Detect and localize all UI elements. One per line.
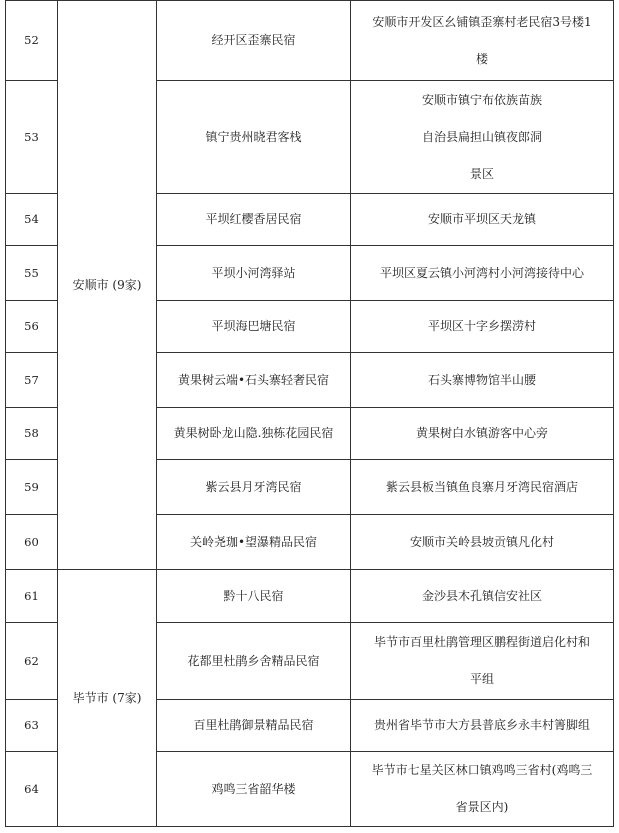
address-line: 平坝区夏云镇小河湾村小河湾接待中心	[379, 265, 584, 280]
address-line: 毕节市七星关区林口镇鸡鸣三省村(鸡鸣三	[371, 763, 593, 777]
address-line: 自治县扁担山镇夜郎洞	[421, 129, 542, 144]
address-line: 楼	[475, 51, 488, 66]
homestay-name: 镇宁贵州晓君客栈	[157, 81, 351, 194]
row-number: 64	[6, 752, 58, 827]
row-number: 54	[6, 194, 58, 246]
row-number: 63	[6, 700, 58, 752]
homestay-address	[351, 700, 614, 752]
homestay-name: 黄果树卧龙山隐.独栋花园民宿	[157, 408, 351, 460]
address-line: 平坝区十字乡摆涝村	[427, 319, 536, 333]
homestay-address	[351, 570, 614, 623]
address-line: 平组	[469, 672, 494, 686]
homestay-name: 紫云县月牙湾民宿	[157, 460, 351, 515]
row-number: 57	[6, 353, 58, 408]
homestay-name: 鸡鸣三省韶华楼	[157, 752, 351, 827]
address-line: 景区	[469, 166, 494, 181]
homestay-address	[351, 81, 614, 194]
homestay-name: 关岭尧珈•望瀑精品民宿	[157, 515, 351, 570]
homestay-address	[351, 353, 614, 408]
address-line: 金沙县木孔镇信安社区	[421, 588, 542, 603]
row-number: 59	[6, 460, 58, 515]
homestay-name: 平坝红樱香居民宿	[157, 194, 351, 246]
homestay-address	[351, 752, 614, 827]
homestay-name: 黄果树云端•石头寨轻奢民宿	[157, 353, 351, 408]
homestay-name: 黔十八民宿	[157, 570, 351, 623]
address-line: 紫云县板当镇鱼良寨月牙湾民宿酒店	[385, 479, 578, 494]
row-number: 61	[6, 570, 58, 623]
homestay-address	[351, 460, 614, 515]
address-line: 石头寨博物馆半山腰	[427, 372, 536, 387]
homestay-name: 平坝小河湾驿站	[157, 246, 351, 301]
address-line: 安顺市平坝区天龙镇	[427, 212, 536, 226]
table-row	[6, 570, 614, 623]
row-number: 58	[6, 408, 58, 460]
address-line: 黄果树白水镇游客中心旁	[415, 426, 548, 440]
row-number: 53	[6, 81, 58, 194]
address-line: 毕节市百里杜鹃管理区鹏程街道启化村和	[373, 635, 590, 649]
homestay-name: 经开区歪寨民宿	[157, 1, 351, 81]
address-line: 安顺市开发区幺铺镇歪寨村老民宿3号楼1	[372, 14, 592, 29]
table-body	[6, 1, 614, 827]
address-line: 安顺市关岭县坡贡镇凡化村	[409, 534, 554, 549]
homestay-address	[351, 246, 614, 301]
address-line: 安顺市镇宁布依族苗族	[421, 92, 542, 107]
address-line: 贵州省毕节市大方县普底乡永丰村箐脚组	[373, 718, 590, 732]
homestay-name: 平坝海巴塘民宿	[157, 301, 351, 353]
homestay-name: 百里杜鹃御景精品民宿	[157, 700, 351, 752]
homestay-address	[351, 515, 614, 570]
homestay-address	[351, 194, 614, 246]
row-number: 55	[6, 246, 58, 301]
table-row	[6, 1, 614, 81]
homestay-address	[351, 1, 614, 81]
homestay-address	[351, 301, 614, 353]
homestay-table	[5, 0, 614, 827]
row-number: 56	[6, 301, 58, 353]
homestay-address	[351, 623, 614, 700]
row-number: 62	[6, 623, 58, 700]
address-line: 省景区内)	[455, 800, 509, 814]
group-anshun: 安顺市 (9家)	[58, 1, 157, 570]
homestay-address	[351, 408, 614, 460]
group-bijie: 毕节市 (7家)	[58, 570, 157, 827]
homestay-name: 花都里杜鹃乡舍精品民宿	[157, 623, 351, 700]
row-number: 52	[6, 1, 58, 81]
row-number: 60	[6, 515, 58, 570]
